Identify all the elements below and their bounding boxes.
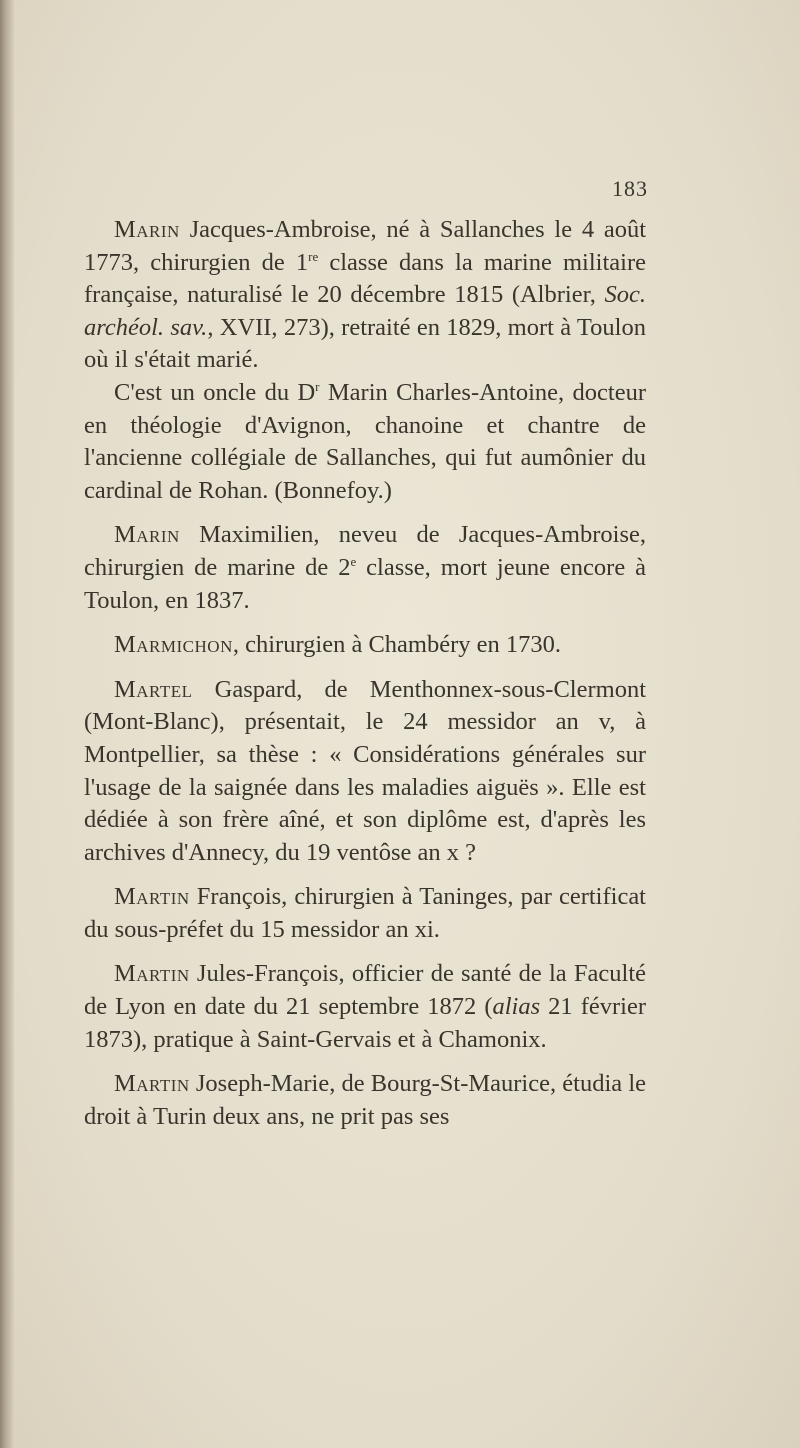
citation-italic: Soc. archéol. sav. xyxy=(84,281,646,341)
entry-text: 21 février 1873), pratique à Saint-Gervais et à Chamonix. xyxy=(84,993,646,1053)
entry-text: François, chirurgien à Taninges, par certificat du sous-préfet du 15 messidor an xi. xyxy=(84,883,646,943)
entry-martin-francois xyxy=(84,881,646,946)
entry-marin-maximilien xyxy=(84,519,646,617)
entry-text: Jacques-Ambroise, né à Sallanches le 4 août 1773, chirurgien de 1 xyxy=(84,216,646,276)
entry-name: Marmichon xyxy=(114,631,233,659)
entry-text: Jules-François, officier de santé de la Faculté de Lyon en date du 21 septembre 1872 ( xyxy=(84,960,646,1021)
entry-text: Marin Charles-Antoine, docteur en théologie d'Avignon, chanoine et chantre de l'ancienne collégiale de Sallanches, qui fut aumônier du cardinal de Rohan. (Bonnefoy.) xyxy=(84,378,646,504)
entry-text: Gaspard, de Menthonnex-sous-Clermont (Mont-Blanc), présentait, le 24 messidor an v, à Montpellier, sa thèse : « Considérations générales sur l'usage de la saignée dans les maladies aiguës ». Elle est dédiée à son frère aîné, et son diplôme est, d'après les archives d'Annecy, du 19 ventôse an x ? xyxy=(84,675,646,866)
entry-name: Martin xyxy=(114,1070,190,1098)
alias-italic: alias xyxy=(492,993,541,1021)
entry-marin-jacques-note xyxy=(84,377,646,507)
page-binding-edge xyxy=(0,0,14,1448)
superscript: re xyxy=(308,248,319,264)
entry-text: classe, mort jeune encore à Toulon, en 1837. xyxy=(84,553,646,614)
entry-name: Marin xyxy=(114,216,180,243)
superscript: e xyxy=(350,553,357,569)
entry-name: Martin xyxy=(114,883,190,911)
entry-martin-joseph xyxy=(84,1068,646,1133)
entry-text: classe dans la marine militaire française, naturalisé le 20 décembre 1815 (Albrier, xyxy=(84,248,646,309)
entry-text: , XVII, 273), retraité en 1829, mort à Toulon où il s'était marié. xyxy=(84,313,646,374)
page-number: 183 xyxy=(612,176,648,201)
text-block xyxy=(84,214,646,1145)
entry-name: Martin xyxy=(114,960,190,988)
entry-text: , chirurgien à Chambéry en 1730. xyxy=(232,631,562,659)
entry-text: C'est un oncle du D xyxy=(114,378,316,406)
entry-martin-jules xyxy=(84,958,646,1056)
entry-text: Maximilien, neveu de Jacques-Ambroise, chirurgien de marine de 2 xyxy=(84,521,646,581)
entry-marin-jacques xyxy=(84,214,646,377)
entry-text: Joseph-Marie, de Bourg-St-Maurice, étudia le droit à Turin deux ans, ne prit pas ses xyxy=(84,1070,646,1130)
entry-name: Marin xyxy=(114,521,180,549)
entry-name: Martel xyxy=(114,675,193,703)
entry-martel xyxy=(84,674,646,870)
entry-marmichon xyxy=(84,629,646,662)
superscript: r xyxy=(315,378,320,394)
